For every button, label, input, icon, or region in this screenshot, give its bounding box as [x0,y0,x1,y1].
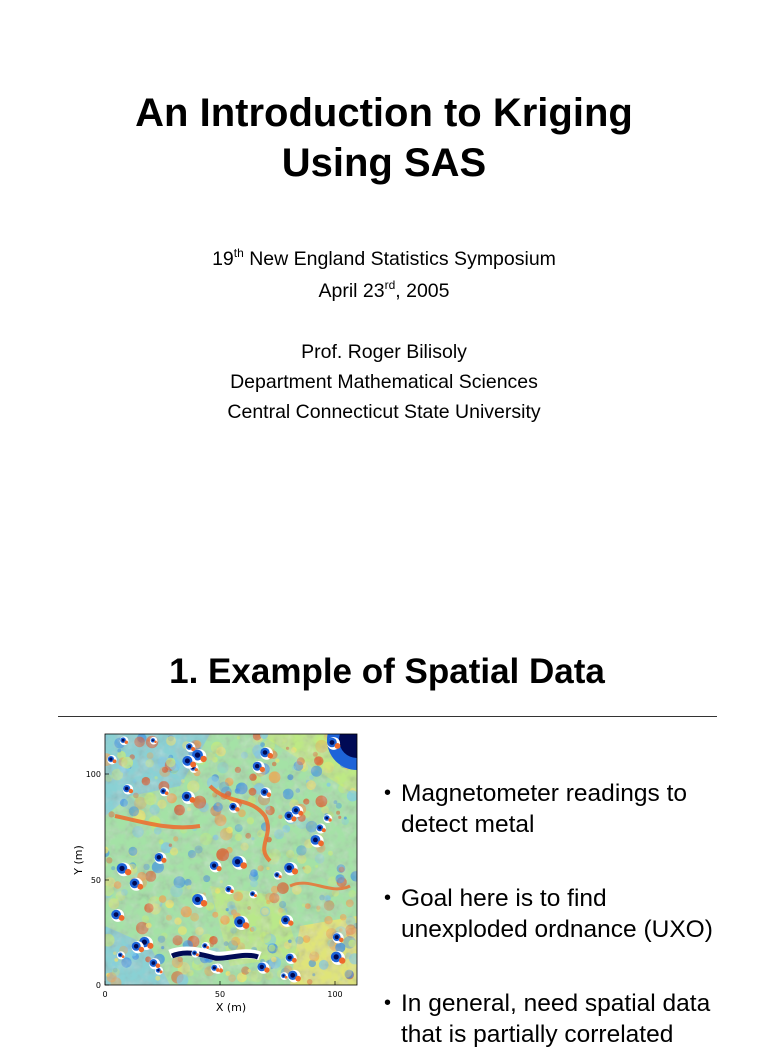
dipole-positive [161,858,166,863]
x-tick-label-50: 50 [214,990,226,999]
bullet-dot: • [384,992,392,1014]
dipole-positive [122,955,125,958]
dipole-positive [113,759,117,763]
presentation-title [0,88,768,188]
title-divider [58,716,717,717]
dipole-negative [152,739,154,741]
dipole-positive [285,976,288,979]
title-line-1: An Introduction to Kriging [135,91,633,135]
event-name: New England Statistics Symposium [243,248,556,270]
dipole-negative [282,975,284,977]
dipole-negative [157,855,161,859]
dipole-negative [132,881,137,886]
bullet-dot: • [384,782,392,804]
dipole-negative [251,893,254,896]
dipole-negative [184,794,189,799]
dipole-positive [260,767,265,772]
dipole-positive [119,915,125,921]
dipole-negative [122,739,125,742]
dipole-negative [287,865,292,870]
dipole-positive [328,818,331,821]
dipole-negative [195,752,200,757]
dipole-positive [216,866,221,871]
dipole-negative [288,956,292,960]
y-axis-label: Y (m) [72,845,85,875]
dipole-negative [109,758,112,761]
dipole-positive [279,875,282,878]
dipole-positive [235,807,240,812]
dipole-negative [276,873,279,876]
dipole-positive [268,753,274,759]
bullet-item [384,988,710,1050]
dipole-negative [119,866,124,871]
dipole-positive [190,762,196,768]
dipole-positive [240,862,247,869]
bullet-dot: • [384,887,392,909]
dipole-negative [212,864,216,868]
dipole-negative [213,966,216,969]
dipole-positive [339,957,345,963]
author-name: Prof. Roger Bilisoly [301,341,467,363]
dipole-positive [339,938,344,943]
date-ordinal: rd [384,278,396,292]
dipole-positive [190,797,196,803]
bullet-line: unexploded ordnance (UXO) [401,916,713,943]
dipole-negative [162,790,165,793]
dipole-positive [216,968,220,972]
dipole-positive [267,792,272,797]
heatmap-chart [60,726,380,1026]
dipole-positive [196,953,199,956]
dipole-positive [264,967,269,972]
magnetometer-map [60,726,380,1026]
dipole-negative [263,750,268,755]
dipole-negative [235,859,240,864]
bullet-line: detect metal [401,811,535,838]
dipole-positive [298,811,303,816]
y-tick-label-50: 50 [90,876,101,885]
dipole-positive [318,840,324,846]
dipole-negative [231,805,235,809]
dipole-negative [325,817,328,820]
dipole-positive [288,920,293,925]
dipole-positive [295,976,301,982]
university-name: Central Connecticut State University [227,401,541,423]
dipole-negative [283,918,288,923]
bullet-line: Magnetometer readings to [401,780,687,807]
dipole-negative [330,740,335,745]
dipole-negative [188,745,191,748]
dipole-negative [335,935,339,939]
dipole-positive [154,741,157,744]
dipole-negative [152,961,156,965]
dipole-negative [318,826,321,829]
event-line [0,247,768,271]
dipole-negative [334,954,339,959]
dipole-positive [254,894,257,897]
dipole-negative [119,954,121,956]
dipole-positive [156,963,161,968]
dipole-negative [294,808,298,812]
dipole-negative [313,838,318,843]
dipole-negative [263,790,267,794]
dipole-positive [201,900,208,907]
dipole-positive [139,947,144,952]
dipole-positive [160,970,163,973]
dipole-negative [255,764,259,768]
dipole-negative [157,969,159,971]
dipole-negative [134,944,139,949]
dipole-positive [191,747,195,751]
dipole-negative [260,965,264,969]
dipole-positive [125,741,128,744]
date-main: April 23 [318,280,385,302]
dipole-positive [291,816,296,821]
y-tick-label-100: 100 [85,770,101,779]
dipole-negative [114,912,119,917]
event-number: 19 [212,248,234,270]
dipole-negative [287,814,291,818]
x-tick-label-0: 0 [102,990,108,999]
dipole-negative [193,952,196,955]
bullet-line: In general, need spatial data [401,990,711,1017]
dipole-positive [335,743,341,749]
date-year: , 2005 [395,280,450,302]
dipole-positive [243,922,250,929]
date-line [0,279,768,303]
y-tick-label-0: 0 [95,981,101,990]
dipole-positive [200,756,206,762]
dipole-positive [195,768,198,771]
dipole-negative [227,888,230,891]
dipole-negative [185,758,190,763]
dipole-positive [129,789,133,793]
dipole-negative [195,897,200,902]
x-tick-label-100: 100 [327,990,343,999]
bullet-item [384,883,713,945]
event-ordinal: th [233,246,244,260]
dipole-positive [147,943,153,949]
slide-title: 1. Example of Spatial Data [169,652,605,691]
x-axis-label: X (m) [215,1001,247,1014]
dipole-positive [125,869,131,875]
dipole-negative [290,973,295,978]
dipole-negative [204,944,207,947]
dipole-positive [292,958,297,963]
bullet-item [384,778,687,840]
bullet-line: that is partially correlated [401,1021,674,1048]
bullet-line: Goal here is to find [401,885,607,912]
dipole-positive [165,791,169,795]
dipole-positive [292,868,298,874]
dipole-negative [125,787,129,791]
dipole-negative [237,919,242,924]
title-line-2: Using SAS [281,141,487,185]
department-name: Department Mathematical Sciences [230,371,538,393]
content-slide [0,600,768,1048]
dipole-positive [206,946,209,949]
dipole-positive [137,884,143,890]
dipole-positive [230,889,234,893]
heatmap-area [100,710,387,988]
dipole-positive [322,828,326,832]
